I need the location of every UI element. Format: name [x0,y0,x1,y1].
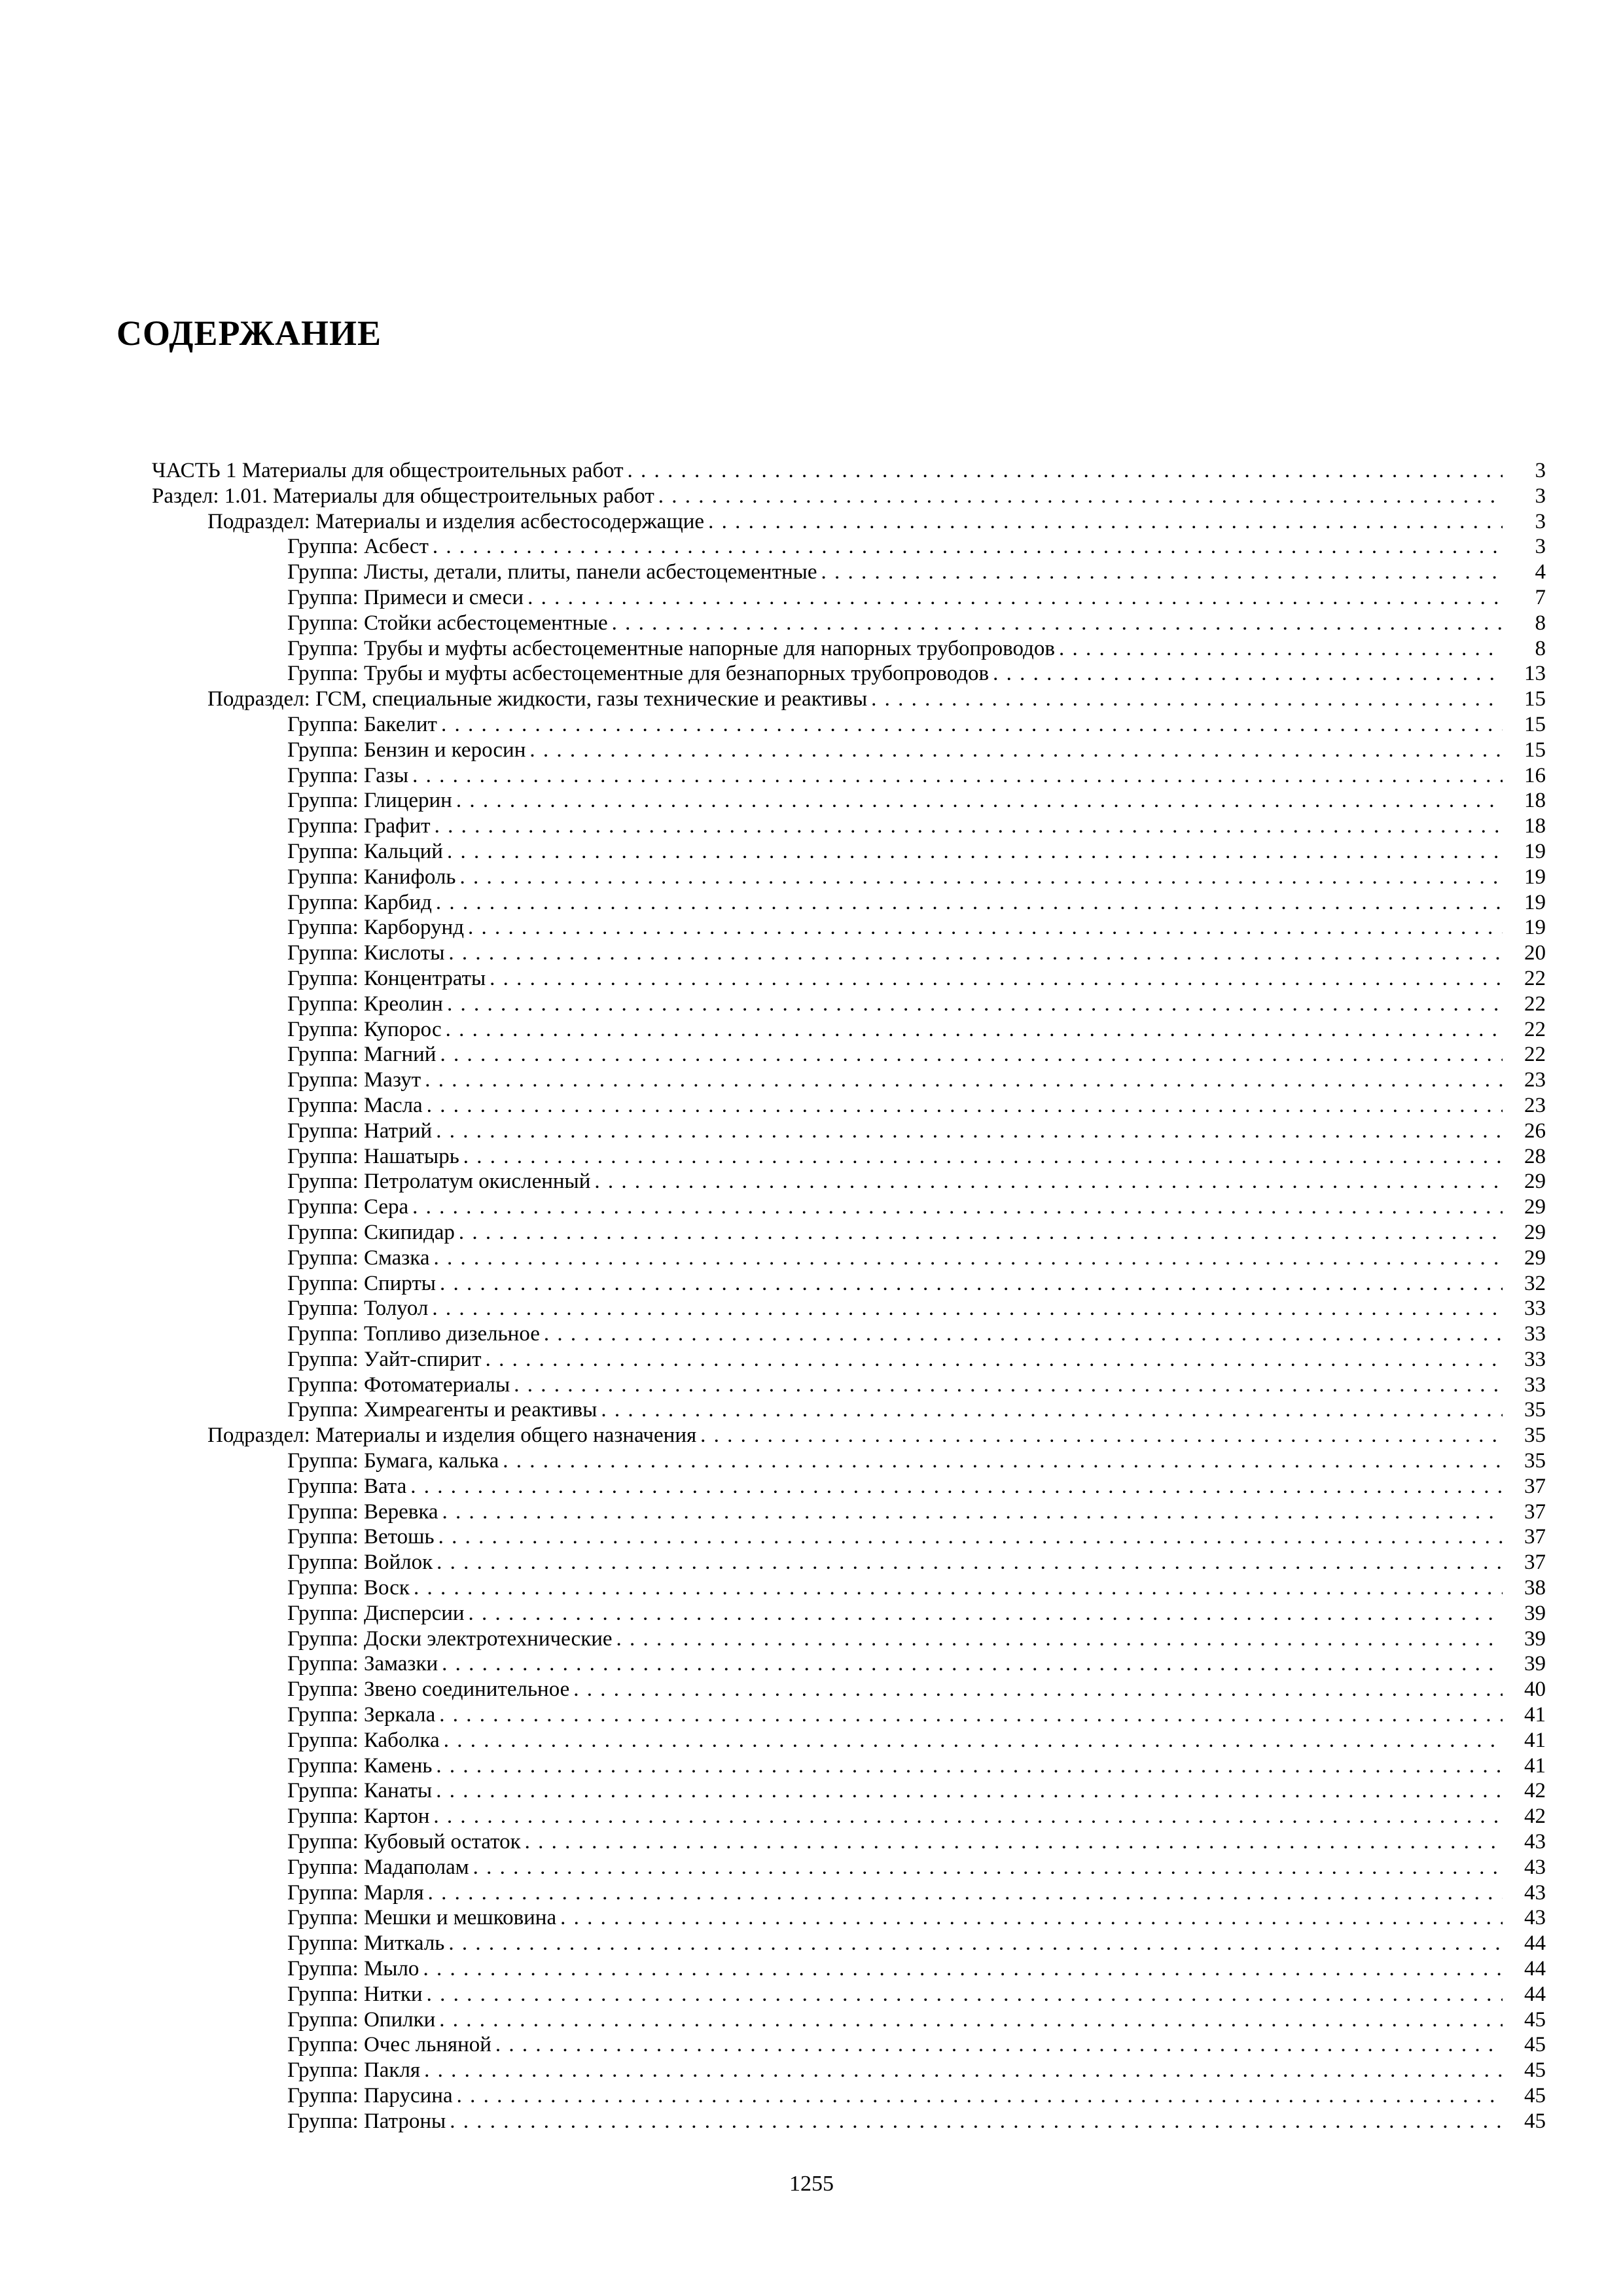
dot-leader [433,534,1503,560]
toc-entry-page: 39 [1524,1601,1546,1625]
toc-entry-page: 8 [1535,636,1546,660]
toc-entry-label: Группа: Канаты [287,1779,433,1803]
toc-entry[interactable] [152,1321,1546,1347]
toc-entry[interactable] [152,1778,1546,1804]
toc-entry-page: 35 [1524,1424,1546,1448]
toc-entry-label: Группа: Магний [287,1043,437,1067]
toc-entry-label: Группа: Нитки [287,1982,423,2006]
dot-leader [560,1905,1503,1931]
toc-entry[interactable] [152,636,1546,662]
dot-leader [456,788,1503,814]
toc-entry-page: 29 [1524,1220,1546,1244]
toc-entry-page: 37 [1524,1551,1546,1575]
toc-entry[interactable] [152,1601,1546,1626]
dot-leader [525,1829,1503,1855]
toc-entry-page: 35 [1524,1398,1546,1422]
toc-entry-page: 33 [1524,1372,1546,1397]
dot-leader [871,687,1503,712]
toc-entry[interactable] [152,661,1546,687]
toc-entry-label: Подраздел: Материалы и изделия асбестосодержащие [207,509,705,533]
toc-entry-label: Группа: Кубовый остаток [287,1830,521,1854]
toc-entry[interactable] [152,839,1546,865]
dot-leader [427,1982,1503,2007]
toc-entry[interactable] [152,1296,1546,1321]
toc-entry[interactable] [152,1677,1546,1702]
toc-entry-page: 19 [1524,890,1546,914]
toc-entry[interactable] [152,1855,1546,1880]
dot-leader [529,738,1503,763]
toc-entry-page: 29 [1524,1246,1546,1270]
toc-entry[interactable] [152,560,1546,585]
toc-entry-label: Группа: Кислоты [287,941,445,965]
toc-entry[interactable] [152,1804,1546,1829]
toc-entry-label: Группа: Замазки [287,1652,438,1676]
dot-leader [450,2109,1503,2134]
dot-leader [628,458,1503,484]
toc-entry-label: Группа: Пакля [287,2058,421,2083]
toc-entry-label: Группа: Масла [287,1093,423,1117]
toc-entry-label: Группа: Глицерин [287,789,452,813]
toc-entry[interactable] [152,1271,1546,1297]
toc-entry[interactable] [152,1956,1546,1982]
toc-entry[interactable] [152,1550,1546,1575]
dot-leader [423,1956,1503,1982]
toc-entry[interactable] [152,1372,1546,1398]
toc-entry-label: Группа: Скипидар [287,1220,455,1244]
toc-entry-page: 43 [1524,1880,1546,1905]
toc-entry-page: 43 [1524,1906,1546,1930]
toc-entry-page: 44 [1524,1957,1546,1981]
toc-entry-label: Группа: Войлок [287,1551,433,1575]
toc-entry-page: 45 [1524,2084,1546,2108]
toc-entry-label: Группа: Дисперсии [287,1601,465,1625]
page-title: СОДЕРЖАНИЕ [116,314,382,353]
toc-entry-label: ЧАСТЬ 1 Материалы для общестроительных работ [152,459,624,482]
dot-leader [658,484,1503,509]
toc-entry-page: 39 [1524,1652,1546,1676]
dot-leader [436,1778,1503,1804]
dot-leader [444,1728,1503,1753]
toc-entry-page: 18 [1524,789,1546,813]
toc-entry-label: Группа: Бакелит [287,712,437,736]
toc-entry-label: Группа: Воск [287,1576,410,1600]
toc-entry-page: 15 [1524,712,1546,736]
toc-entry-page: 22 [1524,1043,1546,1067]
toc-entry-label: Группа: Опилки [287,2007,436,2032]
dot-leader [447,839,1503,865]
toc-entry-page: 3 [1535,535,1546,559]
dot-leader [447,992,1503,1017]
toc-entry-page: 32 [1524,1271,1546,1295]
toc-entry-page: 19 [1524,865,1546,889]
dot-leader [442,1499,1503,1525]
dot-leader [412,763,1503,789]
toc-entry-label: Группа: Купорос [287,1017,442,1041]
dot-leader [457,2083,1503,2109]
dot-leader [441,712,1503,738]
toc-entry-page: 38 [1524,1576,1546,1600]
toc-entry-label: Группа: Картон [287,1804,430,1829]
dot-leader [448,941,1503,966]
dot-leader [436,890,1503,916]
toc-entry-page: 3 [1535,484,1546,508]
page-number: 1255 [789,2172,834,2196]
toc-entry-label: Группа: Бензин и керосин [287,738,526,762]
toc-entry-label: Группа: Топливо дизельное [287,1322,540,1346]
toc-entry-label: Группа: Уайт-спирит [287,1347,482,1371]
toc-entry[interactable] [152,1397,1546,1423]
toc-entry-page: 22 [1524,992,1546,1016]
toc-entry-label: Группа: Стойки асбестоцементные [287,611,608,635]
toc-entry-page: 19 [1524,916,1546,940]
toc-entry-page: 7 [1535,585,1546,609]
toc-entry[interactable] [152,941,1546,966]
toc-entry-label: Группа: Спирты [287,1271,436,1295]
toc-entry[interactable] [152,1753,1546,1779]
toc-entry-label: Группа: Звено соединительное [287,1677,570,1702]
dot-leader [459,865,1503,890]
dot-leader [424,2058,1503,2083]
dot-leader [503,1448,1503,1474]
dot-leader [573,1677,1503,1702]
toc-entry-label: Группа: Мешки и мешковина [287,1906,557,1930]
toc-entry[interactable] [152,712,1546,738]
dot-leader [433,1246,1503,1271]
toc-entry-label: Группа: Миткаль [287,1931,445,1956]
toc-entry-page: 45 [1524,2058,1546,2083]
toc-entry-page: 8 [1535,611,1546,635]
toc-entry-label: Группа: Мадаполам [287,1855,469,1879]
dot-leader [490,966,1503,992]
toc-entry-page: 18 [1524,814,1546,838]
toc-entry-page: 29 [1524,1170,1546,1194]
dot-leader [463,1144,1503,1170]
toc-entry[interactable] [152,1905,1546,1931]
toc-entry[interactable] [152,2032,1546,2058]
toc-entry-label: Группа: Листы, детали, плиты, панели асбестоцементные [287,560,817,584]
toc-entry-page: 23 [1524,1093,1546,1117]
toc-entry[interactable] [152,1246,1546,1271]
toc-entry-label: Группа: Трубы и муфты асбестоцементные для безнапорных трубопроводов [287,662,990,686]
toc-entry-label: Группа: Камень [287,1753,433,1778]
toc-entry-label: Группа: Сера [287,1195,409,1219]
toc-entry-label: Группа: Вата [287,1474,407,1498]
dot-leader [495,2032,1503,2058]
toc-entry[interactable] [152,1575,1546,1601]
toc-entry[interactable] [152,890,1546,916]
toc-entry-label: Группа: Газы [287,763,409,787]
toc-entry[interactable] [152,1220,1546,1246]
toc-entry-label: Группа: Креолин [287,992,443,1016]
toc-entry-page: 37 [1524,1499,1546,1524]
toc-entry-page: 39 [1524,1626,1546,1651]
dot-leader [432,1296,1503,1321]
toc-entry-page: 45 [1524,2033,1546,2057]
toc-entry[interactable] [152,763,1546,789]
toc-entry-label: Раздел: 1.01. Материалы для общестроительных работ [152,484,654,508]
toc-entry-page: 19 [1524,839,1546,863]
toc-entry-page: 37 [1524,1474,1546,1498]
toc-entry-label: Группа: Зеркала [287,1703,436,1727]
toc-entry-label: Группа: Патроны [287,2109,446,2133]
toc-entry-label: Группа: Очес льняной [287,2033,491,2057]
toc-entry-page: 41 [1524,1753,1546,1778]
toc-entry[interactable] [152,1702,1546,1728]
toc-entry[interactable] [152,1017,1546,1043]
toc-entry-label: Группа: Парусина [287,2084,453,2108]
dot-leader [436,1119,1503,1144]
toc-entry[interactable] [152,458,1546,484]
toc-entry[interactable] [152,1474,1546,1499]
toc-entry-page: 41 [1524,1703,1546,1727]
toc-entry[interactable] [152,534,1546,560]
dot-leader [425,1067,1503,1093]
toc-entry-label: Группа: Марля [287,1880,424,1905]
dot-leader [544,1321,1503,1347]
dot-leader [414,1575,1503,1601]
toc-entry[interactable] [152,2007,1546,2033]
toc-entry-label: Группа: Доски электротехнические [287,1626,613,1651]
toc-entry-label: Группа: Натрий [287,1119,433,1143]
toc-entry-page: 37 [1524,1525,1546,1549]
toc-entry-page: 29 [1524,1195,1546,1219]
toc-entry-page: 26 [1524,1119,1546,1143]
toc-entry-page: 22 [1524,1017,1546,1041]
dot-leader [527,585,1503,611]
toc-entry[interactable] [152,1448,1546,1474]
toc-entry-label: Группа: Бумага, калька [287,1449,499,1473]
dot-leader [433,1804,1503,1829]
toc-entry-page: 41 [1524,1728,1546,1752]
dot-leader [427,1093,1503,1119]
toc-entry-page: 45 [1524,2007,1546,2032]
toc-entry-label: Группа: Фотоматериалы [287,1372,510,1397]
toc-entry[interactable] [152,738,1546,763]
dot-leader [438,1524,1503,1550]
dot-leader [439,1702,1503,1728]
toc-entry[interactable] [152,1880,1546,1906]
dot-leader [459,1220,1503,1246]
toc-entry[interactable] [152,2109,1546,2134]
toc-entry[interactable] [152,1931,1546,1956]
toc-entry-page: 35 [1524,1449,1546,1473]
dot-leader [412,1194,1503,1220]
toc-entry-label: Группа: Толуол [287,1297,429,1321]
toc-entry[interactable] [152,1093,1546,1119]
toc-entry-page: 22 [1524,966,1546,990]
toc-entry-page: 33 [1524,1297,1546,1321]
dot-leader [469,1601,1503,1626]
toc-entry-label: Группа: Трубы и муфты асбестоцементные напорные для напорных трубопроводов [287,636,1055,660]
toc-entry-label: Группа: Каболка [287,1728,440,1752]
toc-entry-page: 15 [1524,687,1546,711]
toc-entry[interactable] [152,1194,1546,1220]
toc-entry[interactable] [152,687,1546,712]
toc-entry[interactable] [152,1042,1546,1067]
table-of-contents [152,458,1546,2134]
toc-entry[interactable] [152,585,1546,611]
toc-entry-label: Группа: Карбид [287,890,432,914]
toc-entry-label: Группа: Асбест [287,535,429,559]
dot-leader [601,1397,1503,1423]
toc-entry[interactable] [152,1144,1546,1170]
dot-leader [442,1651,1503,1677]
toc-entry[interactable] [152,1651,1546,1677]
toc-entry[interactable] [152,865,1546,890]
toc-entry-label: Подраздел: ГСМ, специальные жидкости, газы технические и реактивы [207,687,868,711]
dot-leader [435,814,1503,839]
toc-entry-page: 33 [1524,1347,1546,1371]
toc-entry-page: 45 [1524,2109,1546,2133]
dot-leader [612,611,1503,636]
toc-entry-page: 16 [1524,763,1546,787]
toc-entry-page: 43 [1524,1830,1546,1854]
dot-leader [428,1880,1503,1906]
toc-entry[interactable] [152,966,1546,992]
toc-entry-page: 42 [1524,1804,1546,1829]
toc-entry[interactable] [152,1119,1546,1144]
toc-entry[interactable] [152,484,1546,509]
toc-entry[interactable] [152,788,1546,814]
dot-leader [473,1855,1503,1880]
toc-entry-page: 40 [1524,1677,1546,1702]
toc-entry[interactable] [152,1982,1546,2007]
toc-entry-label: Группа: Карборунд [287,916,464,940]
toc-entry[interactable] [152,509,1546,535]
toc-entry-page: 23 [1524,1068,1546,1092]
toc-entry-page: 20 [1524,941,1546,965]
toc-entry-page: 3 [1535,459,1546,482]
toc-entry[interactable] [152,814,1546,839]
dot-leader [1059,636,1503,662]
dot-leader [616,1626,1503,1652]
toc-entry-label: Группа: Графит [287,814,431,838]
toc-entry[interactable] [152,1347,1546,1372]
dot-leader [410,1474,1503,1499]
toc-entry-label: Группа: Химреагенты и реактивы [287,1398,597,1422]
toc-entry-label: Группа: Ветошь [287,1525,435,1549]
toc-entry-label: Подраздел: Материалы и изделия общего назначения [207,1424,697,1448]
dot-leader [594,1169,1503,1194]
toc-entry-label: Группа: Канифоль [287,865,456,889]
toc-entry[interactable] [152,1423,1546,1448]
toc-entry[interactable] [152,1067,1546,1093]
dot-leader [993,661,1503,687]
toc-entry[interactable] [152,915,1546,941]
toc-entry[interactable] [152,1524,1546,1550]
dot-leader [440,1271,1503,1297]
toc-entry-page: 4 [1535,560,1546,584]
toc-entry-label: Группа: Кальций [287,839,443,863]
toc-entry-page: 44 [1524,1982,1546,2006]
dot-leader [437,1550,1503,1575]
toc-entry[interactable] [152,2083,1546,2109]
toc-entry[interactable] [152,1499,1546,1525]
dot-leader [439,2007,1503,2033]
toc-entry[interactable] [152,1728,1546,1753]
dot-leader [448,1931,1503,1956]
dot-leader [486,1347,1503,1372]
dot-leader [468,915,1503,941]
toc-entry-label: Группа: Мыло [287,1957,419,1981]
dot-leader [514,1372,1503,1398]
toc-entry[interactable] [152,1169,1546,1194]
toc-entry[interactable] [152,1626,1546,1652]
toc-entry-label: Группа: Веревка [287,1499,438,1524]
toc-entry[interactable] [152,611,1546,636]
toc-entry-label: Группа: Смазка [287,1246,430,1270]
toc-entry-page: 44 [1524,1931,1546,1956]
toc-entry-page: 15 [1524,738,1546,762]
toc-entry[interactable] [152,992,1546,1017]
dot-leader [708,509,1503,535]
dot-leader [700,1423,1503,1448]
dot-leader [436,1753,1503,1779]
dot-leader [440,1042,1503,1067]
toc-entry-label: Группа: Мазут [287,1068,421,1092]
toc-entry-page: 33 [1524,1322,1546,1346]
toc-entry[interactable] [152,1829,1546,1855]
toc-entry[interactable] [152,2058,1546,2083]
toc-entry-label: Группа: Нашатырь [287,1144,459,1168]
dot-leader [446,1017,1503,1043]
dot-leader [821,560,1503,585]
toc-entry-label: Группа: Примеси и смеси [287,585,524,609]
toc-entry-label: Группа: Концентраты [287,966,486,990]
toc-entry-page: 28 [1524,1144,1546,1168]
toc-entry-page: 13 [1524,662,1546,686]
toc-entry-page: 42 [1524,1779,1546,1803]
toc-entry-page: 43 [1524,1855,1546,1879]
toc-entry-label: Группа: Петролатум окисленный [287,1170,591,1194]
toc-entry-page: 3 [1535,509,1546,533]
